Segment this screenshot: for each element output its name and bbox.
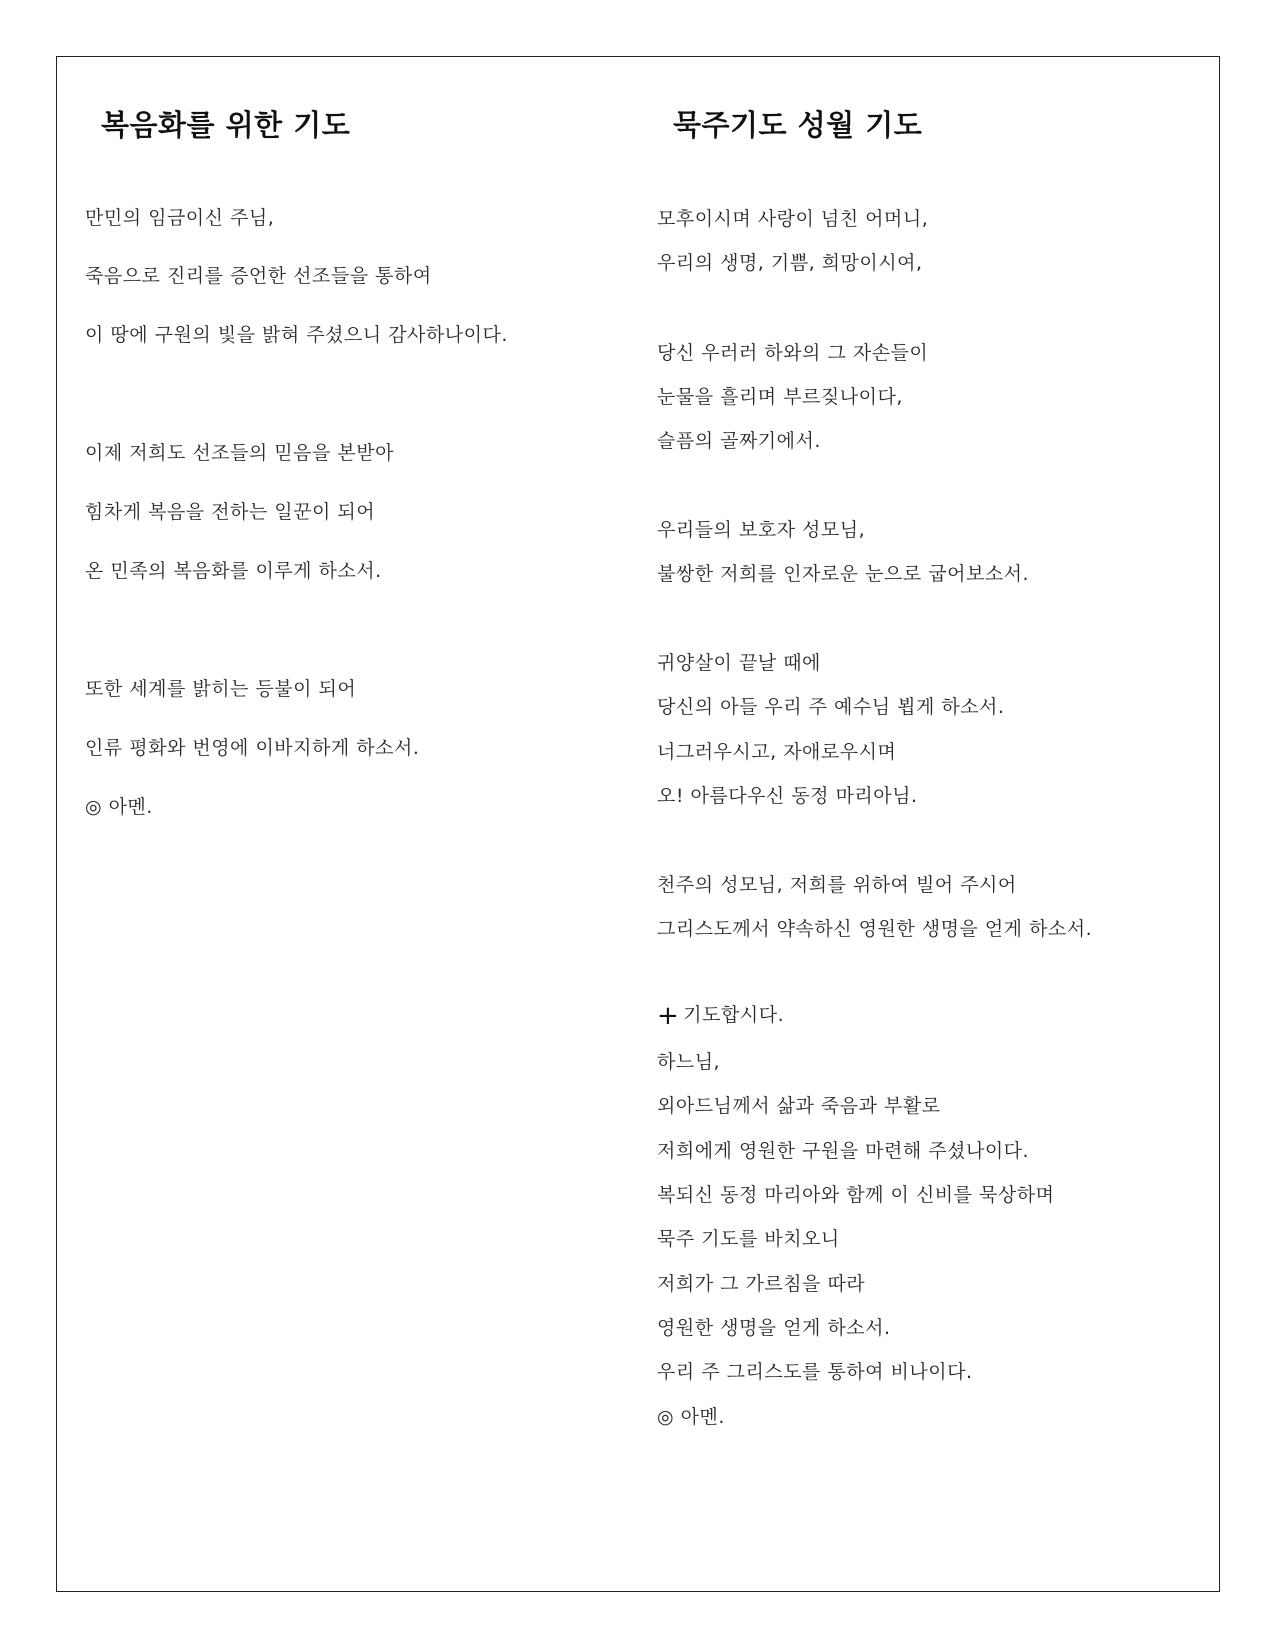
prayer-line: 복되신 동정 마리아와 함께 이 신비를 묵상하며 — [657, 1184, 1055, 1206]
page-frame — [56, 56, 1220, 1592]
right-prayer-title: 묵주기도 성월 기도 — [673, 108, 923, 142]
prayer-line: 그리스도께서 약속하신 영원한 생명을 얻게 하소서. — [657, 918, 1093, 940]
prayer-line: 저희가 그 가르침을 따라 — [657, 1273, 866, 1295]
prayer-line: 이 땅에 구원의 빛을 밝혀 주셨으니 감사하나이다. — [85, 324, 508, 346]
prayer-line: 귀양살이 끝날 때에 — [657, 652, 821, 674]
prayer-line: 영원한 생명을 얻게 하소서. — [657, 1317, 891, 1339]
prayer-line: 우리 주 그리스도를 통하여 비나이다. — [657, 1361, 973, 1383]
prayer-line: 저희에게 영원한 구원을 마련해 주셨나이다. — [657, 1140, 1030, 1162]
prayer-line: 당신 우러러 하와의 그 자손들이 — [657, 342, 929, 364]
prayer-line: 인류 평화와 번영에 이바지하게 하소서. — [85, 737, 420, 759]
prayer-line: 천주의 성모님, 저희를 위하여 빌어 주시어 — [657, 874, 1017, 896]
prayer-line: 우리들의 보호자 성모님, — [657, 519, 866, 541]
prayer-line: 불쌍한 저희를 인자로운 눈으로 굽어보소서. — [657, 563, 1030, 585]
prayer-line: 우리의 생명, 기쁨, 희망이시여, — [657, 252, 923, 274]
prayer-line: 이제 저희도 선조들의 믿음을 본받아 — [85, 442, 394, 464]
cross-icon: + — [657, 1001, 680, 1031]
prayer-line: 또한 세계를 밝히는 등불이 되어 — [85, 678, 357, 700]
amen-line: ◎ 아멘. — [85, 796, 153, 818]
prayer-line: 눈물을 흘리며 부르짖나이다, — [657, 386, 903, 408]
lets-pray-line — [657, 1000, 784, 1029]
left-prayer-title: 복음화를 위한 기도 — [101, 108, 351, 142]
prayer-line: 외아드님께서 삶과 죽음과 부활로 — [657, 1095, 941, 1117]
prayer-line: 온 민족의 복음화를 이루게 하소서. — [85, 560, 382, 582]
prayer-line: 모후이시며 사랑이 넘친 어머니, — [657, 208, 929, 230]
amen-line: ◎ 아멘. — [657, 1406, 725, 1428]
prayer-line: 힘차게 복음을 전하는 일꾼이 되어 — [85, 501, 376, 523]
prayer-line: 슬픔의 골짜기에서. — [657, 430, 821, 452]
prayer-line: 묵주 기도를 바치오니 — [657, 1228, 840, 1250]
prayer-line: 하느님, — [657, 1051, 721, 1073]
prayer-line: 당신의 아들 우리 주 예수님 뵙게 하소서. — [657, 696, 1005, 718]
prayer-line: 오! 아름다우신 동정 마리아님. — [657, 785, 918, 807]
prayer-line: 만민의 임금이신 주님, — [85, 207, 275, 229]
prayer-line: 너그러우시고, 자애로우시며 — [657, 741, 897, 763]
prayer-line: 죽음으로 진리를 증언한 선조들을 통하여 — [85, 265, 432, 287]
lets-pray-text: 기도합시다. — [683, 1004, 785, 1026]
